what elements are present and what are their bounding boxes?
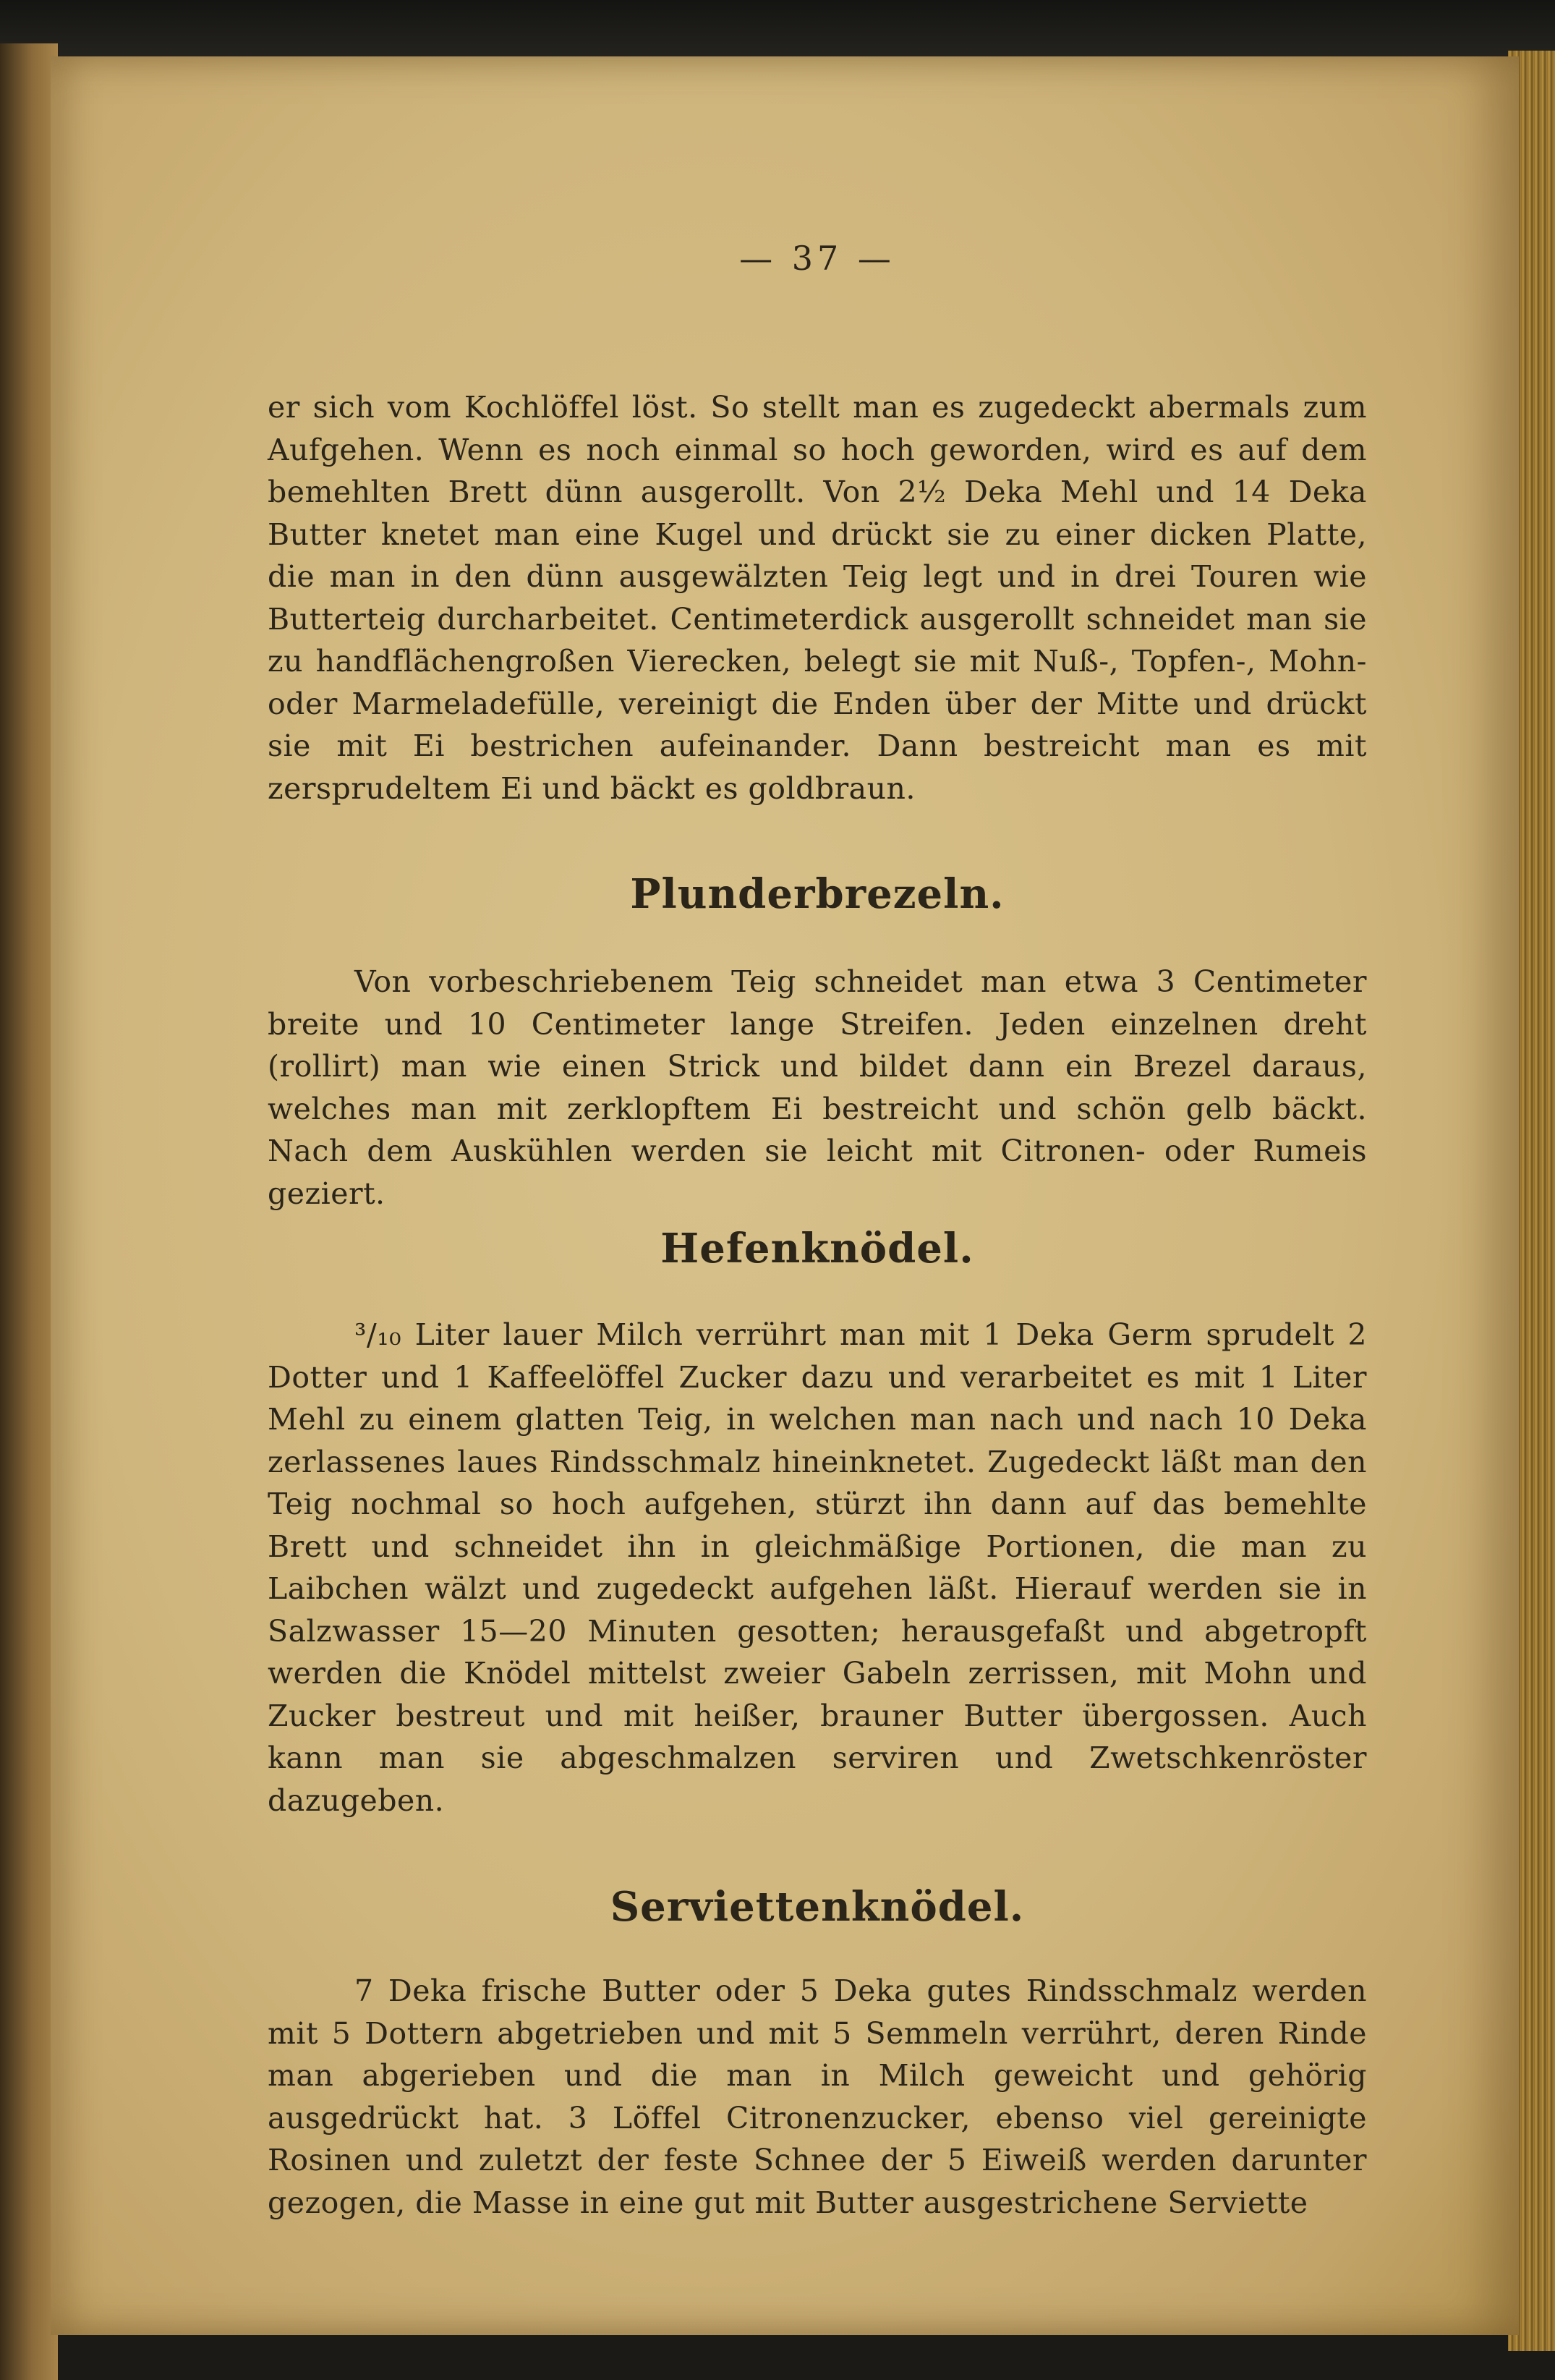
heading-plunderbrezeln: Plunderbrezeln.	[630, 870, 1005, 918]
heading-hefenknoedel: Hefenknödel.	[660, 1225, 974, 1272]
paragraph-hefenknoedel: ³/₁₀ Liter lauer Milch verrührt man mit 1 Deka Germ sprudelt 2 Dotter und 1 Kaffeelöffel Zucker dazu und verarbeitet es mit 1 Liter Mehl zu einem glatten Teig, in welchen man nach und nach 10 Deka zerlassenes laues Rindsschmalz hineinknetet. Zugedeckt läßt man den Teig nochmal so hoch aufgehen, stürzt ihn dann auf das bemehlte Brett und schneidet ihn in gleichmäßige Portionen, die man zu Laibchen wälzt und zugedeckt aufgehen läßt. Hierauf werden sie in Salzwasser 15—20 Minuten gesotten; herausgefaßt und abgetropft werden die Knödel mittelst zweier Gabeln zerrissen, mit Mohn und Zucker bestreut und mit heißer, brauner Butter übergossen. Auch kann man sie abgeschmalzen serviren und Zwetschkenröster dazugeben.	[268, 1317, 1367, 1818]
heading-serviettenknoedel: Serviettenknödel.	[610, 1883, 1025, 1931]
paragraph-continuation: er sich vom Kochlöffel löst. So stellt man es zugedeckt abermals zum Aufgehen. Wenn es noch einmal so hoch geworden, wird es auf dem bemehlten Brett dünn ausgerollt. Von 2½ Deka Mehl und 14 Deka Butter knetet man eine Kugel und drückt sie zu einer dicken Platte, die man in den dünn ausgewälzten Teig legt und in drei Touren wie Butterteig durcharbeitet. Centimeterdick ausgerollt schneidet man sie zu handflächengroßen Vierecken, belegt sie mit Nuß-, Topfen-, Mohn- oder Marmeladefülle, vereinigt die Enden über der Mitte und drückt sie mit Ei bestrichen aufeinander. Dann bestreicht man es mit zersprudeltem Ei und bäckt es goldbraun.	[268, 390, 1367, 806]
paragraph-serviettenknoedel: 7 Deka frische Butter oder 5 Deka gutes Rindsschmalz werden mit 5 Dottern abgetrieben und mit 5 Semmeln verrührt, deren Rinde man abgerieben und die man in Milch geweicht und gehörig ausgedrückt hat. 3 Löffel Citronenzucker, ebenso viel gereinigte Rosinen und zuletzt der feste Schnee der 5 Eiweiß werden darunter gezogen, die Masse in eine gut mit Butter ausgestrichene Serviette	[268, 1973, 1367, 2220]
page-content	[268, 56, 1367, 2335]
page-number: — 37 —	[739, 239, 895, 278]
book-page	[51, 56, 1519, 2335]
paragraph-plunderbrezeln: Von vorbeschriebenem Teig schneidet man etwa 3 Centimeter breite und 10 Centimeter lange Streifen. Jeden einzelnen dreht (rollirt) man wie einen Strick und bildet dann ein Brezel daraus, welches man mit zerklopftem Ei bestreicht und schön gelb bäckt. Nach dem Auskühlen werden sie leicht mit Citronen- oder Rumeis geziert.	[268, 964, 1367, 1211]
book-spine-edge	[0, 43, 58, 2380]
book-top-edge	[0, 0, 1555, 61]
